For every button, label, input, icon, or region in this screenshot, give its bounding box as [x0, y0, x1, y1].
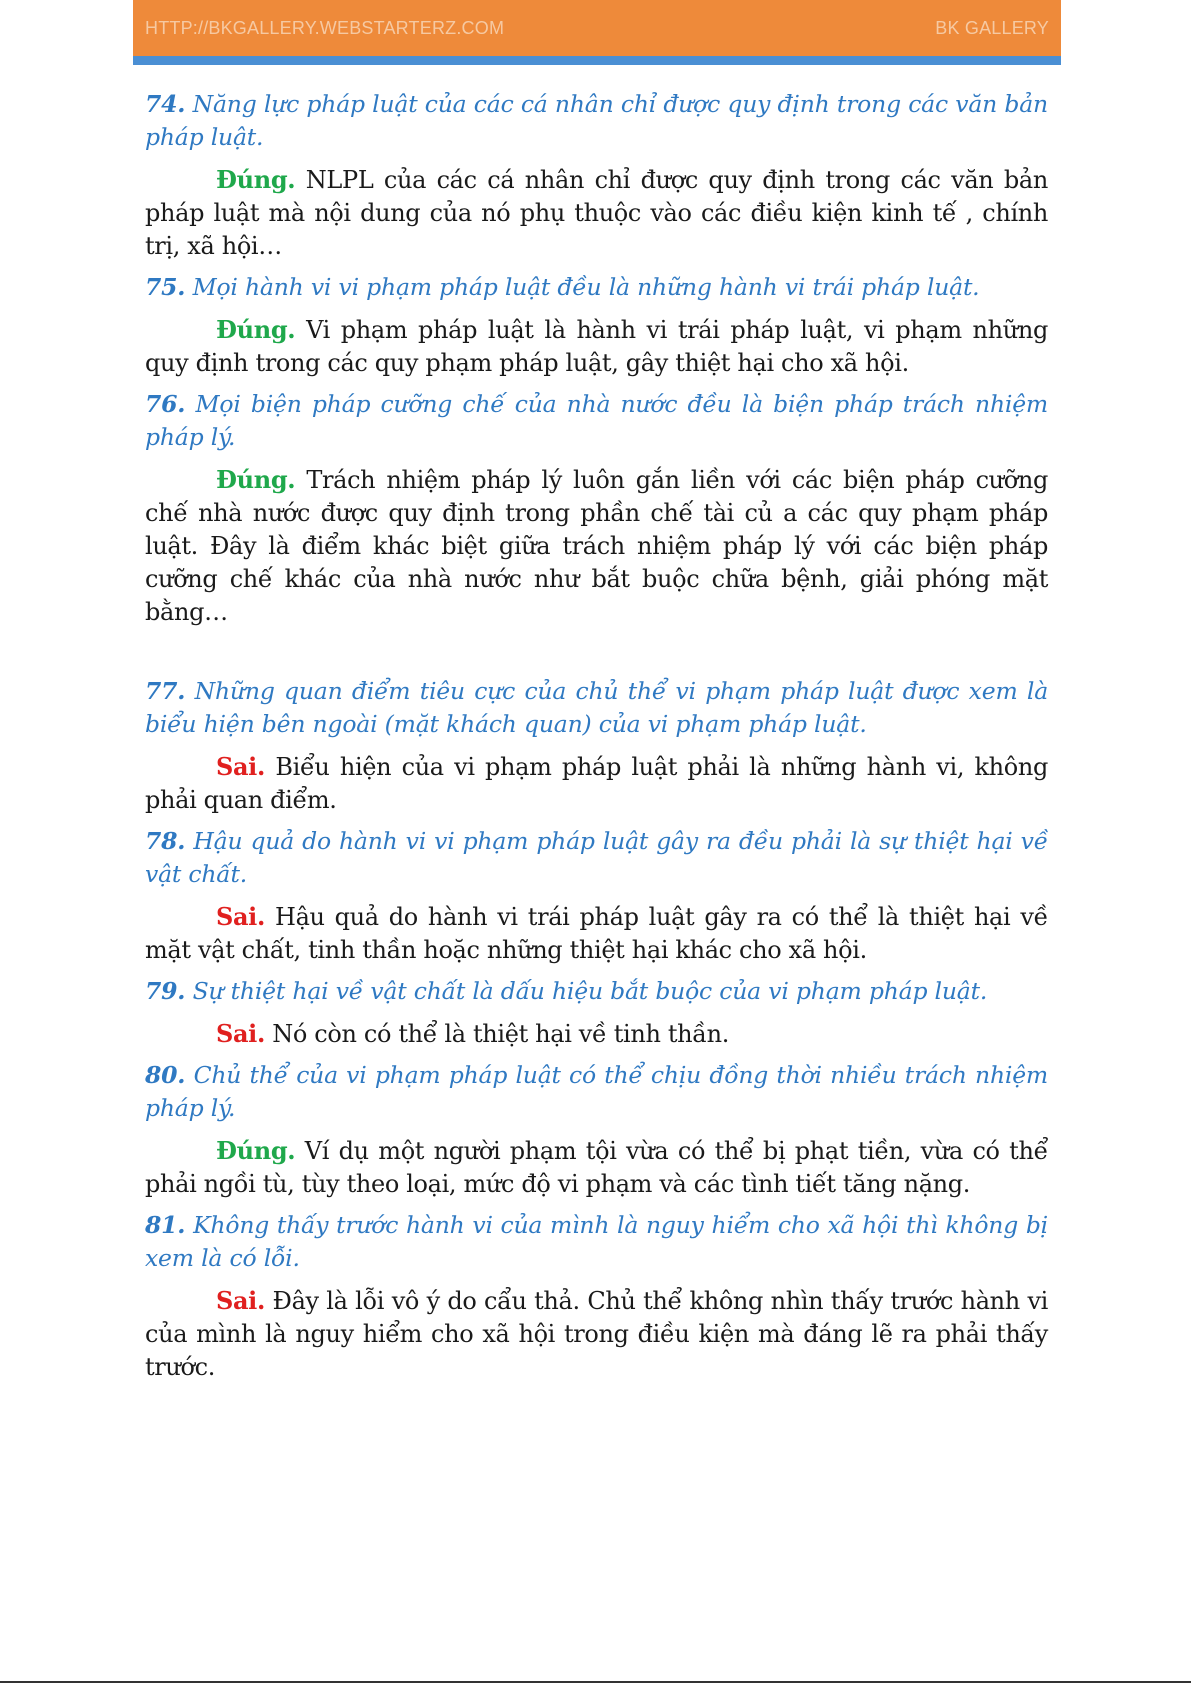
question-text: Những quan điểm tiêu cực của chủ thể vi phạm pháp luật được xem là biểu hiện bên ngoài (mặt khách quan) của vi phạm pháp luật.	[145, 677, 1049, 738]
question-text: Chủ thể của vi phạm pháp luật có thể chịu đồng thời nhiều trách nhiệm pháp lý.	[145, 1061, 1048, 1122]
answer-text: NLPL của các cá nhân chỉ được quy định trong các văn bản pháp luật mà nội dung của nó phụ thuộc vào các điều kiện kinh tế , chính trị, xã hội…	[145, 166, 1048, 260]
answer-81	[145, 1284, 1048, 1384]
answer-79	[145, 1017, 1048, 1051]
question-text: Sự thiệt hại về vật chất là dấu hiệu bắt buộc của vi phạm pháp luật.	[192, 977, 988, 1005]
verdict-label: Đúng.	[216, 315, 296, 344]
question-80	[145, 1059, 1048, 1125]
section-spacer	[145, 637, 1048, 675]
answer-text: Trách nhiệm pháp lý luôn gắn liền với các biện pháp cưỡng chế nhà nước được quy định trong phần chế tài củ a các quy phạm pháp luật. Đây là điểm khác biệt giữa trách nhiệm pháp lý với các biện pháp cưỡng chế khác của nhà nước như bắt buộc chữa bệnh, giải phóng mặt bằng…	[145, 466, 1048, 626]
question-text: Hậu quả do hành vi vi phạm pháp luật gây ra đều phải là sự thiệt hại về vật chất.	[145, 827, 1048, 888]
question-text: Mọi hành vi vi phạm pháp luật đều là những hành vi trái pháp luật.	[192, 273, 980, 301]
verdict-label: Sai.	[216, 752, 265, 781]
question-75	[145, 271, 1048, 304]
verdict-label: Sai.	[216, 1286, 265, 1315]
question-number: 75.	[145, 273, 186, 301]
answer-80	[145, 1134, 1048, 1201]
verdict-label: Sai.	[216, 1019, 265, 1048]
question-79	[145, 975, 1048, 1008]
header-brand: BK GALLERY	[935, 17, 1049, 38]
answer-78	[145, 900, 1048, 967]
answer-text: Biểu hiện của vi phạm pháp luật phải là những hành vi, không phải quan điểm.	[145, 753, 1049, 814]
question-76	[145, 388, 1048, 454]
question-text: Năng lực pháp luật của các cá nhân chỉ được quy định trong các văn bản pháp luật.	[145, 90, 1048, 151]
verdict-label: Đúng.	[216, 165, 296, 194]
question-74	[145, 88, 1048, 154]
question-77	[145, 675, 1048, 741]
document-body	[145, 88, 1048, 1392]
answer-74	[145, 163, 1048, 263]
question-number: 74.	[145, 90, 186, 118]
answer-text: Ví dụ một người phạm tội vừa có thể bị phạt tiền, vừa có thể phải ngồi tù, tùy theo loại, mức độ vi phạm và các tình tiết tăng nặng.	[145, 1137, 1048, 1198]
answer-text: Vi phạm pháp luật là hành vi trái pháp luật, vi phạm những quy định trong các quy phạm pháp luật, gây thiệt hại cho xã hội.	[145, 316, 1048, 377]
answer-77	[145, 750, 1048, 817]
question-number: 76.	[145, 390, 186, 418]
verdict-label: Sai.	[216, 902, 265, 931]
question-78	[145, 825, 1048, 891]
question-81	[145, 1209, 1048, 1275]
verdict-label: Đúng.	[216, 465, 296, 494]
page-header	[133, 0, 1061, 56]
header-accent-bar	[133, 56, 1061, 65]
question-number: 78.	[145, 827, 186, 855]
question-text: Mọi biện pháp cưỡng chế của nhà nước đều là biện pháp trách nhiệm pháp lý.	[145, 390, 1048, 451]
answer-text: Đây là lỗi vô ý do cẩu thả. Chủ thể không nhìn thấy trước hành vi của mình là nguy hiểm cho xã hội trong điều kiện mà đáng lẽ ra phải thấy trước.	[145, 1287, 1048, 1381]
page-bottom-divider	[0, 1681, 1191, 1683]
question-text: Không thấy trước hành vi của mình là nguy hiểm cho xã hội thì không bị xem là có lỗi.	[145, 1211, 1048, 1272]
question-number: 80.	[145, 1061, 186, 1089]
header-url[interactable]: HTTP://BKGALLERY.WEBSTARTERZ.COM	[145, 17, 505, 38]
verdict-label: Đúng.	[216, 1136, 296, 1165]
answer-75	[145, 313, 1048, 380]
answer-text: Nó còn có thể là thiệt hại về tinh thần.	[272, 1020, 729, 1048]
question-number: 79.	[145, 977, 186, 1005]
answer-76	[145, 463, 1048, 629]
question-number: 77.	[145, 677, 186, 705]
question-number: 81.	[145, 1211, 186, 1239]
answer-text: Hậu quả do hành vi trái pháp luật gây ra có thể là thiệt hại về mặt vật chất, tinh thần hoặc những thiệt hại khác cho xã hội.	[145, 903, 1048, 964]
